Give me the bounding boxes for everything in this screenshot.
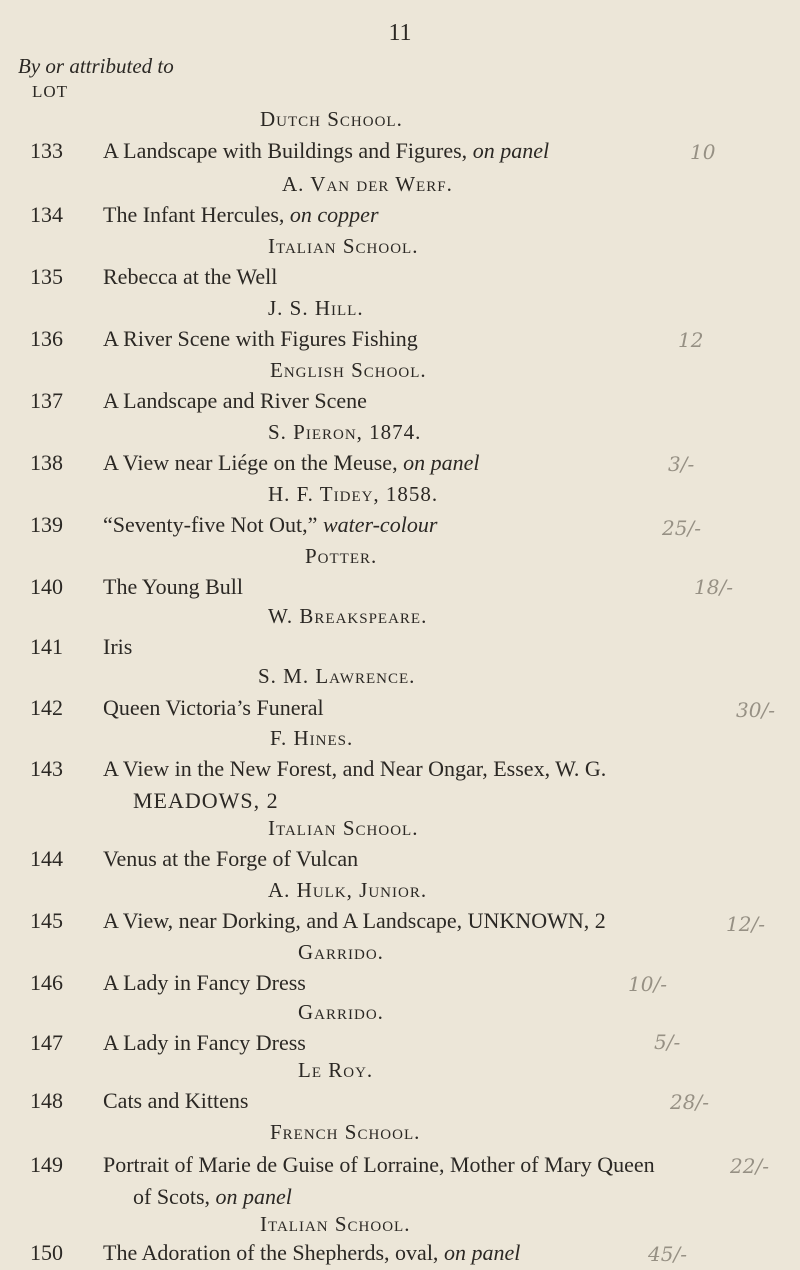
handwritten-price-mark: 45/- <box>648 1242 687 1266</box>
lot-title-text: The Adoration of the Shepherds, oval, <box>103 1240 439 1265</box>
lot-number: 141 <box>30 634 63 659</box>
lot-title: A Landscape and River Scene <box>103 388 367 413</box>
lot-row <box>0 756 800 786</box>
lot-title: A River Scene with Figures Fishing <box>103 326 418 351</box>
lot-number: 134 <box>30 202 63 227</box>
handwritten-price-mark: 22/- <box>730 1154 769 1178</box>
lot-number: 147 <box>30 1030 63 1055</box>
lot-medium: on panel <box>403 450 480 475</box>
handwritten-price-mark: 18/- <box>694 575 733 599</box>
school-heading: Italian School. <box>268 234 419 258</box>
lot-number: 135 <box>30 264 63 289</box>
lot-title: The Young Bull <box>103 574 243 599</box>
lot-title: Portrait of Marie de Guise of Lorraine, Mother of Mary Queen <box>103 1152 655 1177</box>
school-heading: French School. <box>270 1120 421 1144</box>
artist-heading: J. S. Hill. <box>268 296 364 320</box>
lot-row <box>0 1152 800 1182</box>
lot-number: 149 <box>30 1152 63 1177</box>
artist-heading: Le Roy. <box>298 1058 374 1082</box>
lot-title <box>103 202 379 228</box>
lot-number: 137 <box>30 388 63 413</box>
handwritten-price-mark: 10 <box>690 140 716 164</box>
lot-number: 146 <box>30 970 63 995</box>
page-number: 11 <box>388 20 412 46</box>
lot-title: Iris <box>103 634 133 659</box>
lot-number: 138 <box>30 450 63 475</box>
lot-title-text: “Seventy-five Not Out,” <box>103 512 318 537</box>
handwritten-price-mark: 12 <box>678 328 704 352</box>
lot-title <box>103 138 549 164</box>
lot-row <box>0 908 800 938</box>
lot-row <box>0 138 800 168</box>
school-heading: Italian School. <box>260 1212 411 1236</box>
lot-number: 139 <box>30 512 63 537</box>
lot-number: 133 <box>30 138 63 163</box>
lot-column-label: LOT <box>32 82 69 101</box>
artist-heading: H. F. Tidey, 1858. <box>268 482 439 506</box>
artist-heading: S. Pieron, 1874. <box>268 420 422 444</box>
artist-heading: W. Breakspeare. <box>268 604 428 628</box>
lot-number: 145 <box>30 908 63 933</box>
lot-title: Queen Victoria’s Funeral <box>103 695 324 720</box>
handwritten-price-mark: 12/- <box>726 912 765 936</box>
handwritten-price-mark: 25/- <box>662 516 701 540</box>
school-heading: English School. <box>270 358 427 382</box>
lot-medium: on panel <box>443 1240 521 1265</box>
lot-title-text: The Infant Hercules, <box>103 202 285 227</box>
lot-medium: on panel <box>472 138 550 163</box>
lot-title: Rebecca at the Well <box>103 264 278 289</box>
artist-heading: F. Hines. <box>270 726 354 750</box>
artist-heading: Potter. <box>305 544 378 568</box>
handwritten-price-mark: 28/- <box>670 1090 709 1114</box>
artist-heading: A. Van der Werf. <box>282 172 453 196</box>
lot-number: 144 <box>30 846 63 871</box>
artist-heading: Garrido. <box>298 1000 384 1024</box>
lot-title: Venus at the Forge of Vulcan <box>103 846 359 871</box>
artist-heading: Garrido. <box>298 940 384 964</box>
lot-row <box>0 264 800 294</box>
lot-row <box>0 634 800 664</box>
lot-row <box>0 846 800 876</box>
lot-number: 143 <box>30 756 63 781</box>
lot-title <box>103 450 479 476</box>
artist-heading: S. M. Lawrence. <box>258 664 416 688</box>
lot-row <box>0 574 800 604</box>
handwritten-price-mark: 3/- <box>668 452 695 476</box>
handwritten-price-mark: 10/- <box>628 972 667 996</box>
lot-row <box>0 695 800 725</box>
lot-continuation: MEADOWS, 2 <box>133 788 279 813</box>
lot-title: A Lady in Fancy Dress <box>103 1030 306 1055</box>
section-header: By or attributed to <box>18 54 174 78</box>
lot-title <box>103 1240 520 1266</box>
lot-row <box>0 202 800 232</box>
lot-title-text: A Landscape with Buildings and Figures, <box>103 138 468 163</box>
handwritten-price-mark: 30/- <box>736 698 775 722</box>
lot-title-text: A View near Liége on the Meuse, <box>103 450 398 475</box>
school-heading: Dutch School. <box>260 107 403 131</box>
lot-row <box>0 970 800 1000</box>
lot-row <box>0 388 800 418</box>
lot-number: 148 <box>30 1088 63 1113</box>
school-heading: Italian School. <box>268 816 419 840</box>
lot-number: 142 <box>30 695 63 720</box>
handwritten-price-mark: 5/- <box>654 1030 681 1054</box>
lot-title: A View in the New Forest, and Near Ongar, Essex, W. G. <box>103 756 607 781</box>
artist-heading: A. Hulk, Junior. <box>268 878 428 902</box>
lot-medium: water-colour <box>322 512 438 537</box>
lot-number: 140 <box>30 574 63 599</box>
lot-medium: on copper <box>289 202 379 227</box>
lot-title: A View, near Dorking, and A Landscape, UNKNOWN, 2 <box>103 908 606 933</box>
lot-medium: on panel <box>215 1184 292 1209</box>
continuation-text: of Scots, <box>133 1184 210 1209</box>
lot-number: 136 <box>30 326 63 351</box>
lot-continuation <box>133 1184 292 1210</box>
lot-title: A Lady in Fancy Dress <box>103 970 306 995</box>
lot-number: 150 <box>30 1240 63 1265</box>
lot-title: Cats and Kittens <box>103 1088 249 1113</box>
lot-title <box>103 512 437 538</box>
